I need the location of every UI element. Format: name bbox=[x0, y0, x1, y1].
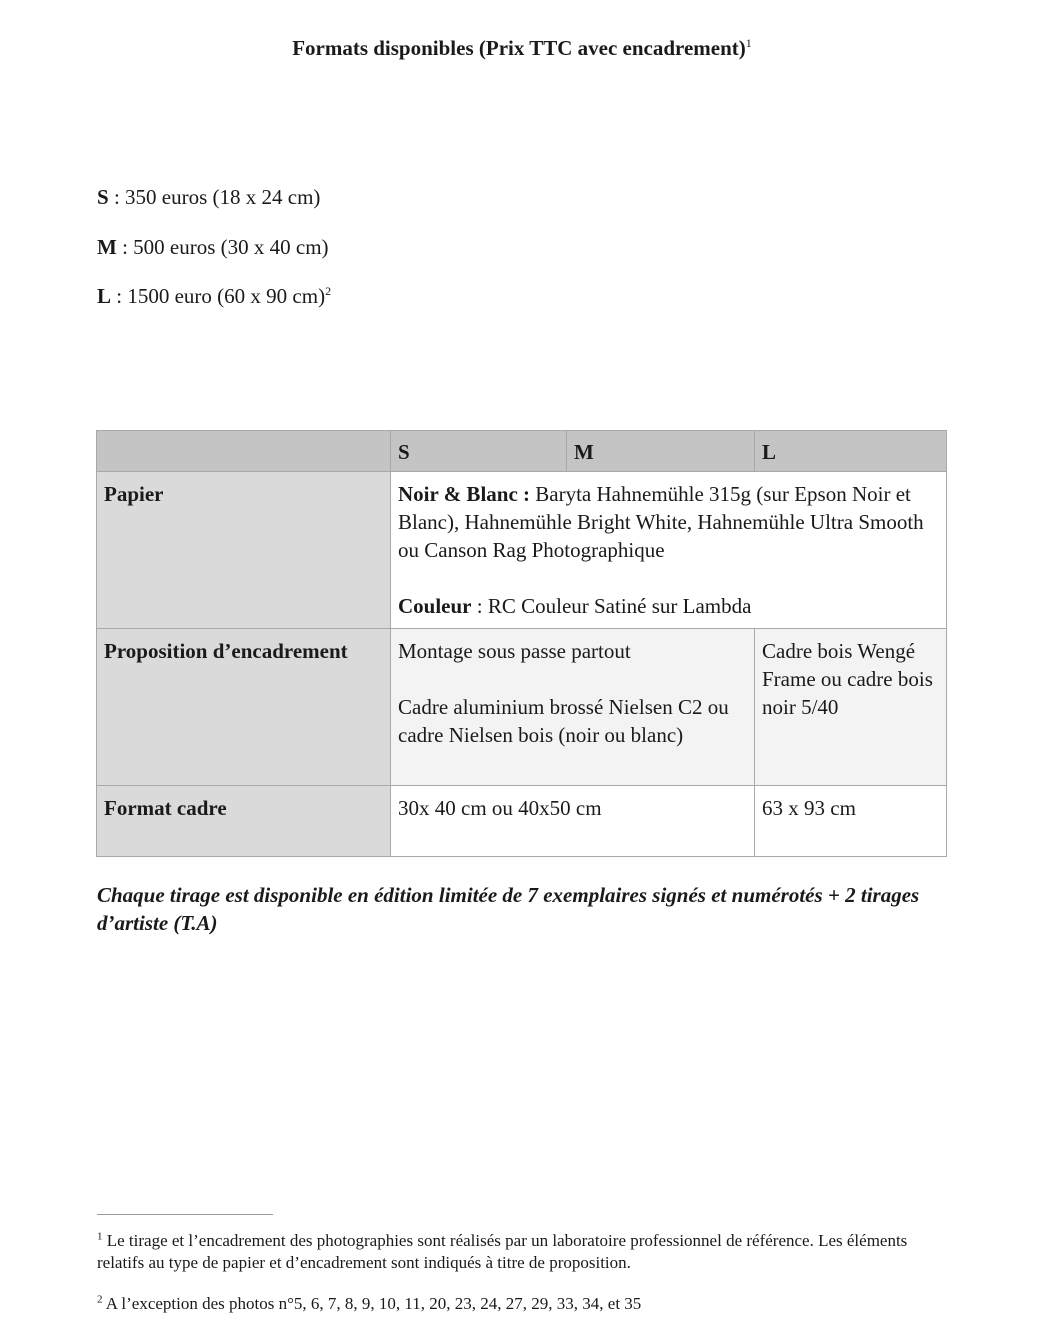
footnote-number: 2 bbox=[97, 1293, 103, 1306]
table-row-paper bbox=[97, 472, 947, 629]
paper-color-text: : RC Couleur Satiné sur Lambda bbox=[471, 594, 752, 618]
frame-format-l: 63 x 93 cm bbox=[755, 786, 947, 857]
table-header-row bbox=[97, 431, 947, 472]
paper-bw-text: Baryta Hahnemühle 315g (sur Epson Noir et Blanc), Hahnemühle Bright White, Hahnemühle Ultra Smooth ou Canson Rag Photographique bbox=[398, 482, 924, 562]
header-l: L bbox=[755, 431, 947, 472]
price-text: : 500 euros (30 x 40 cm) bbox=[116, 234, 329, 259]
row-label-paper: Papier bbox=[97, 472, 391, 629]
row-label-frame-format: Format cadre bbox=[97, 786, 391, 857]
row-label-framing: Proposition d’encadrement bbox=[97, 629, 391, 786]
framing-sm bbox=[391, 629, 755, 786]
frame-format-sm: 30x 40 cm ou 40x50 cm bbox=[391, 786, 755, 857]
page-title bbox=[0, 36, 1044, 61]
framing-sm-line1: Montage sous passe partout bbox=[398, 639, 631, 663]
header-empty bbox=[97, 431, 391, 472]
specifications-table bbox=[96, 430, 947, 857]
price-size-label: S bbox=[97, 185, 109, 209]
paper-bw bbox=[398, 480, 939, 564]
table-row-frame-format bbox=[97, 786, 947, 857]
price-footnote-ref: 2 bbox=[325, 284, 332, 298]
edition-note: Chaque tirage est disponible en édition limitée de 7 exemplaires signés et numérotés + 2 tirages d’artiste (T.A) bbox=[97, 883, 920, 935]
price-item-s bbox=[97, 184, 331, 234]
framing-l: Cadre bois Wengé Frame ou cadre bois noir 5/40 bbox=[755, 629, 947, 786]
paper-description bbox=[391, 472, 947, 629]
price-item-m bbox=[97, 234, 331, 284]
paper-color bbox=[398, 592, 939, 620]
page-title-text: Formats disponibles (Prix TTC avec encadrement) bbox=[292, 36, 746, 60]
footnotes bbox=[97, 1230, 947, 1315]
title-footnote-ref: 1 bbox=[745, 36, 752, 50]
price-text: : 1500 euro (60 x 90 cm) bbox=[111, 284, 326, 308]
price-list bbox=[97, 184, 331, 333]
footnote-2 bbox=[97, 1293, 947, 1315]
footnote-text: Le tirage et l’encadrement des photographies sont réalisés par un laboratoire professionnel de référence. Les éléments relatifs au type de papier et d’encadrement sont indiqués à titre de proposition. bbox=[97, 1231, 908, 1272]
price-item-l bbox=[97, 283, 331, 333]
header-s: S bbox=[391, 431, 567, 472]
framing-sm-line2: Cadre aluminium brossé Nielsen C2 ou cadre Nielsen bois (noir ou blanc) bbox=[398, 695, 729, 747]
price-text: : 350 euros (18 x 24 cm) bbox=[108, 185, 321, 209]
table-row-framing bbox=[97, 629, 947, 786]
footnote-1 bbox=[97, 1230, 947, 1274]
price-size-label: L bbox=[97, 284, 112, 308]
footnote-divider bbox=[97, 1214, 273, 1215]
header-m: M bbox=[567, 431, 755, 472]
footnote-text: A l’exception des photos n°5, 6, 7, 8, 9, 10, 11, 20, 23, 24, 27, 29, 33, 34, et 35 bbox=[102, 1294, 642, 1313]
paper-color-label: Couleur bbox=[398, 594, 472, 618]
paper-bw-label: Noir & Blanc : bbox=[398, 482, 531, 506]
footnote-number: 1 bbox=[97, 1230, 103, 1243]
price-size-label: M bbox=[97, 234, 117, 259]
